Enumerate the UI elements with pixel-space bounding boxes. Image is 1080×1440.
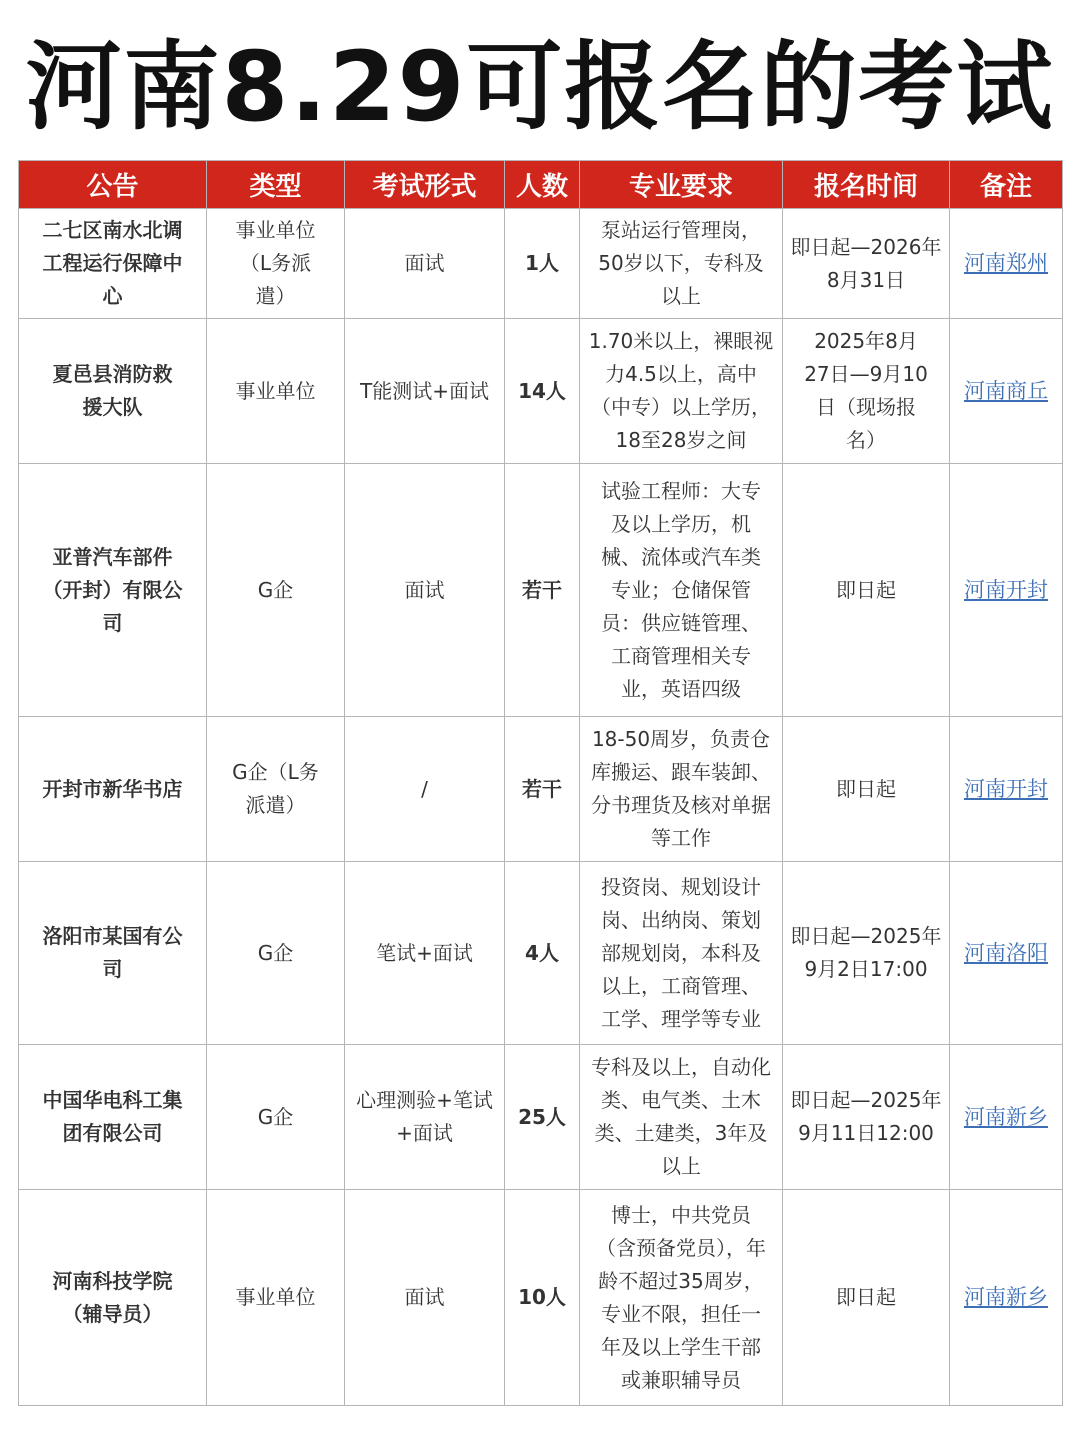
remark-cell xyxy=(950,717,1063,862)
registration-time-cell: 即日起—2025年9月2日17:00 xyxy=(783,862,950,1045)
requirement-cell: 专科及以上，自动化类、电气类、土木类、土建类，3年及以上 xyxy=(580,1045,783,1190)
requirement-cell: 1.70米以上，裸眼视力4.5以上，高中（中专）以上学历，18至28岁之间 xyxy=(580,319,783,464)
region-link[interactable]: 河南新乡 xyxy=(964,1104,1048,1129)
requirement-cell: 投资岗、规划设计岗、出纳岗、策划部规划岗，本科及以上，工商管理、工学、理学等专业 xyxy=(580,862,783,1045)
notice-cell: 夏邑县消防救援大队 xyxy=(19,319,207,464)
exam-format-cell: 笔试+面试 xyxy=(345,862,505,1045)
exam-format-cell: T能测试+面试 xyxy=(345,319,505,464)
requirement-cell: 18-50周岁，负责仓库搬运、跟车装卸、分书理货及核对单据等工作 xyxy=(580,717,783,862)
type-cell: 事业单位 xyxy=(207,1190,345,1406)
type-cell: 事业单位 xyxy=(207,319,345,464)
header-exam-format: 考试形式 xyxy=(345,161,505,209)
region-link[interactable]: 河南洛阳 xyxy=(964,940,1048,965)
exam-format-cell: 面试 xyxy=(345,1190,505,1406)
notice-cell: 二七区南水北调工程运行保障中心 xyxy=(19,209,207,319)
registration-time-cell: 2025年8月27日—9月10日（现场报名） xyxy=(783,319,950,464)
notice-cell: 亚普汽车部件（开封）有限公司 xyxy=(19,464,207,717)
exam-format-cell: 面试 xyxy=(345,464,505,717)
page-title: 河南8.29可报名的考试 xyxy=(25,31,1055,143)
count-cell: 1人 xyxy=(505,209,580,319)
table-row xyxy=(19,319,1063,464)
region-link[interactable]: 河南郑州 xyxy=(964,251,1048,275)
type-cell: G企 xyxy=(207,1045,345,1190)
notice-cell: 开封市新华书店 xyxy=(19,717,207,862)
table-row xyxy=(19,1190,1063,1406)
header-notice: 公告 xyxy=(19,161,207,209)
table-row xyxy=(19,862,1063,1045)
remark-cell xyxy=(950,862,1063,1045)
header-registration-time: 报名时间 xyxy=(783,161,950,209)
exam-format-cell: / xyxy=(345,717,505,862)
registration-time-cell: 即日起 xyxy=(783,1190,950,1406)
table-row xyxy=(19,717,1063,862)
header-remark: 备注 xyxy=(950,161,1063,209)
region-link[interactable]: 河南开封 xyxy=(964,776,1048,801)
registration-time-cell: 即日起 xyxy=(783,717,950,862)
exam-format-cell: 心理测验+笔试+面试 xyxy=(345,1045,505,1190)
region-link[interactable]: 河南开封 xyxy=(964,577,1048,602)
notice-cell: 河南科技学院（辅导员） xyxy=(19,1190,207,1406)
table-row xyxy=(19,209,1063,319)
region-link[interactable]: 河南新乡 xyxy=(964,1285,1048,1309)
remark-cell xyxy=(950,319,1063,464)
registration-time-cell: 即日起—2025年9月11日12:00 xyxy=(783,1045,950,1190)
header-count: 人数 xyxy=(505,161,580,209)
remark-cell xyxy=(950,209,1063,319)
count-cell: 若干 xyxy=(505,717,580,862)
header-row xyxy=(19,161,1063,209)
remark-cell xyxy=(950,464,1063,717)
requirement-cell: 博士，中共党员（含预备党员），年龄不超过35周岁，专业不限，担任一年及以上学生干部或兼职辅导员 xyxy=(580,1190,783,1406)
remark-cell xyxy=(950,1045,1063,1190)
count-cell: 若干 xyxy=(505,464,580,717)
count-cell: 25人 xyxy=(505,1045,580,1190)
header-requirement: 专业要求 xyxy=(580,161,783,209)
notice-cell: 中国华电科工集团有限公司 xyxy=(19,1045,207,1190)
requirement-cell: 泵站运行管理岗，50岁以下，专科及以上 xyxy=(580,209,783,319)
table-row xyxy=(19,1045,1063,1190)
exam-table xyxy=(18,160,1063,1406)
type-cell: G企 xyxy=(207,862,345,1045)
header-type: 类型 xyxy=(207,161,345,209)
type-cell: 事业单位（L务派遣） xyxy=(207,209,345,319)
type-cell: G企 xyxy=(207,464,345,717)
requirement-cell: 试验工程师：大专及以上学历，机械、流体或汽车类专业；仓储保管员：供应链管理、工商管理相关专业，英语四级 xyxy=(580,464,783,717)
region-link[interactable]: 河南商丘 xyxy=(964,378,1048,403)
count-cell: 10人 xyxy=(505,1190,580,1406)
exam-format-cell: 面试 xyxy=(345,209,505,319)
count-cell: 14人 xyxy=(505,319,580,464)
remark-cell xyxy=(950,1190,1063,1406)
registration-time-cell: 即日起—2026年8月31日 xyxy=(783,209,950,319)
registration-time-cell: 即日起 xyxy=(783,464,950,717)
notice-cell: 洛阳市某国有公司 xyxy=(19,862,207,1045)
count-cell: 4人 xyxy=(505,862,580,1045)
table-row xyxy=(19,464,1063,717)
type-cell: G企（L务派遣） xyxy=(207,717,345,862)
